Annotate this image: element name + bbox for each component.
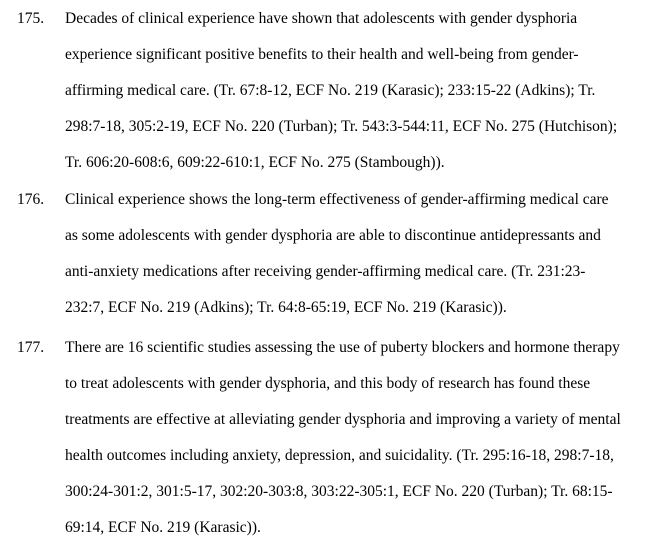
paragraph-line: treatments are effective at alleviating gender dysphoria and improving a variety of mental (65, 411, 621, 428)
paragraph-line: experience significant positive benefits to their health and well-being from gender- (65, 46, 579, 63)
paragraph-line: There are 16 scientific studies assessing the use of puberty blockers and hormone therapy (65, 339, 620, 356)
paragraph-line: 69:14, ECF No. 219 (Karasic)). (65, 519, 261, 536)
paragraph-line: as some adolescents with gender dysphoria are able to discontinue antidepressants and (65, 227, 601, 244)
paragraph-number: 175. (17, 10, 45, 27)
paragraph-number: 176. (17, 191, 45, 208)
paragraph-line: Clinical experience shows the long-term effectiveness of gender-affirming medical care (65, 191, 609, 208)
paragraph-line: Tr. 606:20-608:6, 609:22-610:1, ECF No. 275 (Stambough)). (65, 154, 445, 171)
paragraph-line: 300:24-301:2, 301:5-17, 302:20-303:8, 303:22-305:1, ECF No. 220 (Turban); Tr. 68:15- (65, 483, 613, 500)
paragraph-line: affirming medical care. (Tr. 67:8-12, ECF No. 219 (Karasic); 233:15-22 (Adkins); Tr. (65, 82, 596, 99)
paragraph-number: 177. (17, 339, 45, 356)
paragraph-line: 232:7, ECF No. 219 (Adkins); Tr. 64:8-65:19, ECF No. 219 (Karasic)). (65, 299, 507, 316)
paragraph-line: 298:7-18, 305:2-19, ECF No. 220 (Turban); Tr. 543:3-544:11, ECF No. 275 (Hutchison); (65, 118, 618, 135)
paragraph-line: to treat adolescents with gender dysphoria, and this body of research has found these (65, 375, 591, 392)
paragraph-line: health outcomes including anxiety, depression, and suicidality. (Tr. 295:16-18, 298:7-18, (65, 447, 614, 464)
paragraph-line: anti-anxiety medications after receiving gender-affirming medical care. (Tr. 231:23- (65, 263, 586, 280)
paragraph-line: Decades of clinical experience have shown that adolescents with gender dysphoria (65, 10, 578, 27)
